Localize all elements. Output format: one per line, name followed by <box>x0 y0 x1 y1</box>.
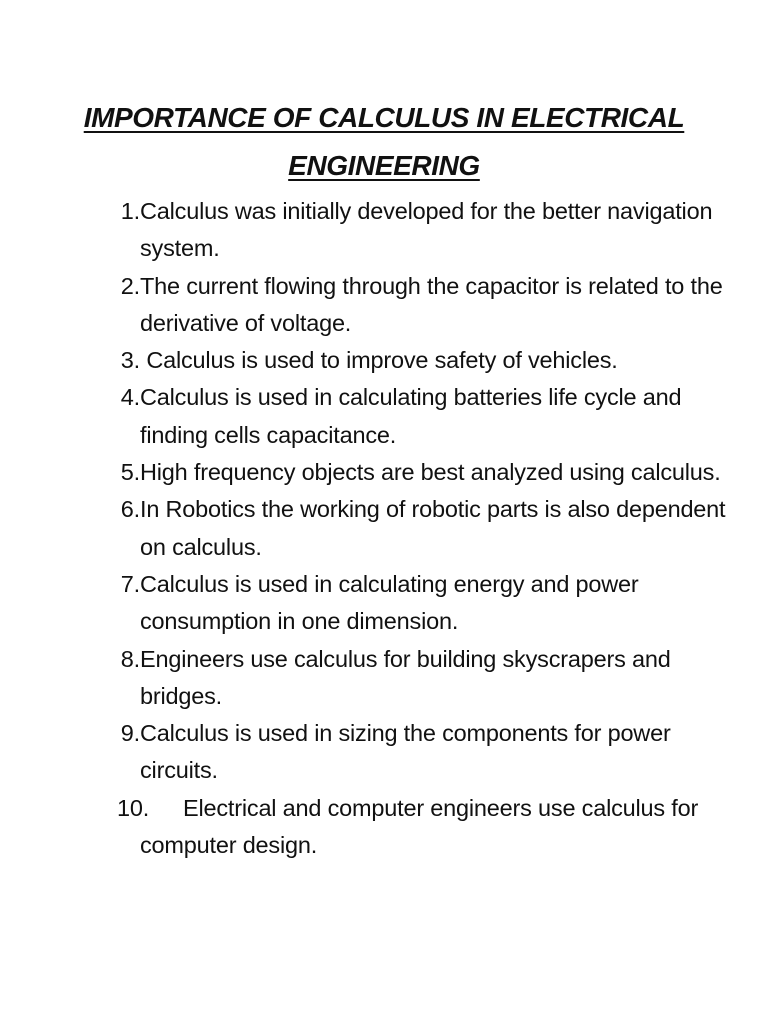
list-item-text: The current flowing through the capacitor is related to the derivative of voltage. <box>140 272 723 336</box>
list-item-number: 2. <box>120 272 140 299</box>
list-item-text: Calculus is used in sizing the components for power circuits. <box>140 720 671 784</box>
list-item-5 <box>0 454 768 491</box>
list-item-text: Calculus is used in calculating energy and power consumption in one dimension. <box>140 570 639 635</box>
list-item-9 <box>0 715 768 790</box>
list-item-text: Calculus was initially developed for the better navigation system. <box>140 198 713 262</box>
list-item-number: 3. <box>120 347 140 374</box>
list-item-number: 6. <box>120 496 140 523</box>
list-item-6 <box>0 491 768 566</box>
list-item-number: 8. <box>120 645 140 672</box>
list-item-number: 1. <box>120 198 140 224</box>
list-item-number: 9. <box>120 720 140 747</box>
list-item-text: High frequency objects are best analyzed using calculus. <box>140 459 721 486</box>
list-item-number: 10. <box>117 794 150 821</box>
list-item-8 <box>0 641 768 716</box>
list-item-number: 5. <box>120 459 140 486</box>
list-item-10 <box>0 790 768 865</box>
list-item-number: 4. <box>120 384 140 411</box>
title-line-2: ENGINEERING <box>288 150 480 181</box>
list-item-text: Calculus is used to improve safety of vehicles. <box>140 347 618 374</box>
list-item-4 <box>0 379 768 454</box>
list-item-text: Electrical and computer engineers use calculus for computer design. <box>140 794 699 859</box>
list-item-text: In Robotics the working of robotic parts is also dependent on calculus. <box>140 496 726 560</box>
importance-list <box>0 193 768 864</box>
list-item-3 <box>0 342 768 379</box>
list-item-number: 7. <box>120 570 140 597</box>
list-item-1 <box>0 193 768 268</box>
list-item-text: Calculus is used in calculating batteries life cycle and finding cells capacitance. <box>140 384 682 448</box>
list-item-2 <box>0 268 768 343</box>
title-line-1: IMPORTANCE OF CALCULUS IN ELECTRICAL <box>83 102 685 133</box>
document-title <box>0 94 768 190</box>
list-item-7 <box>0 566 768 641</box>
list-item-text: Engineers use calculus for building skyscrapers and bridges. <box>140 645 671 709</box>
